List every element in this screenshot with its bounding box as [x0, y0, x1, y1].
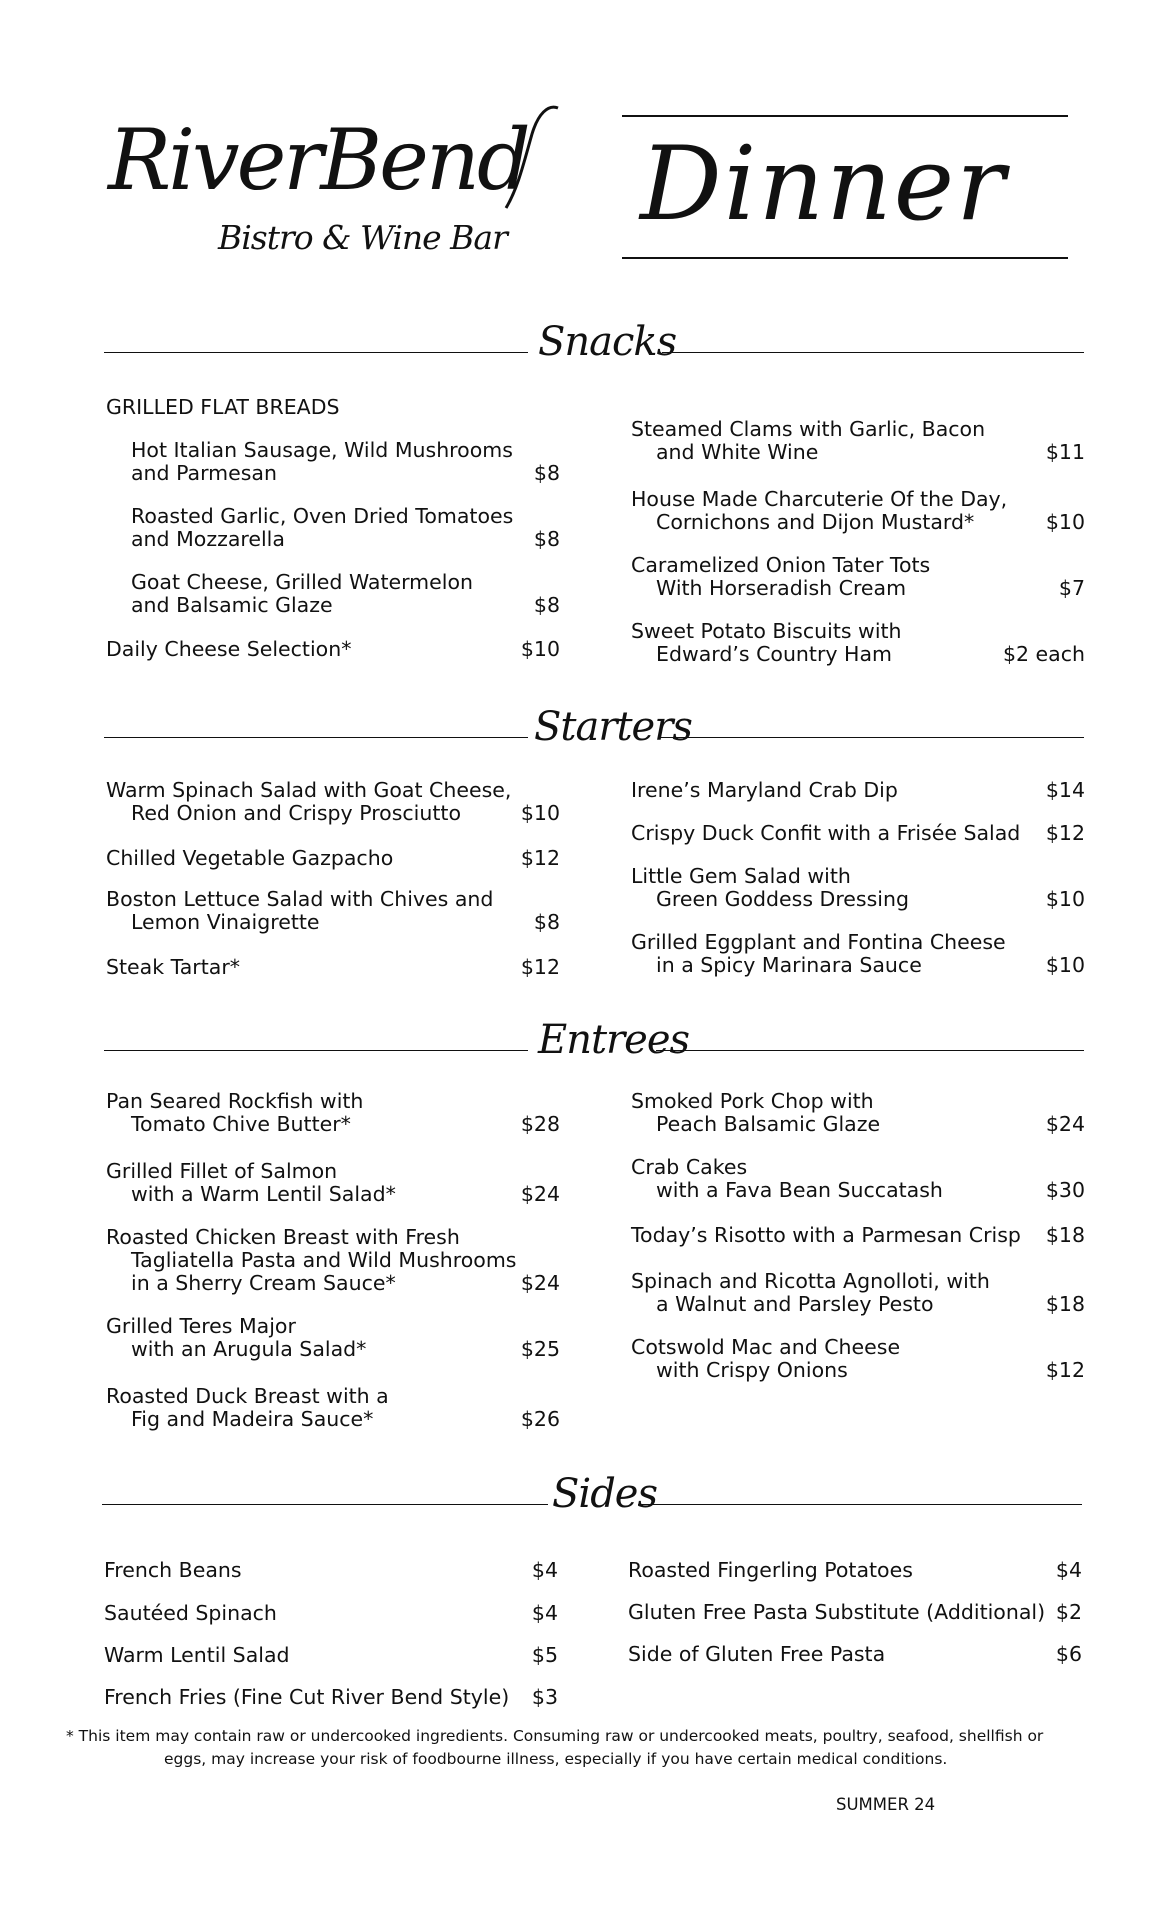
menu-item-name: Tagliatella Pasta and Wild Mushrooms — [131, 1248, 517, 1272]
menu-item — [106, 505, 560, 551]
menu-item-price: $24 — [1045, 1112, 1085, 1136]
menu-item-name: Edward’s Country Ham — [656, 642, 892, 666]
menu-item — [106, 439, 560, 485]
menu-item-price: $8 — [533, 461, 560, 485]
menu-item-name: in a Spicy Marinara Sauce — [656, 953, 922, 977]
menu-item — [631, 1224, 1085, 1247]
menu-item-name: Grilled Teres Major — [106, 1314, 296, 1338]
menu-title: Dinner — [640, 125, 1007, 244]
menu-item-price: $12 — [1045, 1358, 1085, 1382]
raw-food-disclaimer — [66, 1725, 1066, 1771]
sides-heading-text: Sides — [552, 1471, 657, 1517]
disclaimer-line: eggs, may increase your risk of foodbourne illness, especially if you have certain medical conditions. — [164, 1750, 948, 1768]
menu-item — [106, 1160, 560, 1206]
menu-item — [106, 847, 560, 870]
menu-item-price: $18 — [1045, 1292, 1085, 1316]
menu-item — [631, 620, 1085, 666]
menu-item-name: with Crispy Onions — [656, 1358, 848, 1382]
menu-item — [106, 1315, 560, 1361]
menu-item-name: Hot Italian Sausage, Wild Mushrooms — [131, 438, 513, 462]
menu-item-price: $10 — [520, 801, 560, 825]
menu-title-box — [622, 115, 1068, 259]
menu-item-name: with an Arugula Salad* — [131, 1337, 367, 1361]
menu-item-price: $11 — [1045, 440, 1085, 464]
menu-item-name: French Fries (Fine Cut River Bend Style) — [104, 1685, 510, 1709]
menu-item — [106, 1090, 560, 1136]
menu-item-price: $5 — [531, 1643, 558, 1667]
menu-item — [106, 571, 560, 617]
menu-item-name: and White Wine — [656, 440, 819, 464]
menu-item-name: and Parmesan — [131, 461, 277, 485]
menu-item — [104, 1602, 558, 1625]
heading-rule-right — [662, 352, 1084, 353]
menu-item-name: Today’s Risotto with a Parmesan Crisp — [631, 1223, 1021, 1247]
menu-item — [631, 1090, 1085, 1136]
logo-wordmark: RiverBend — [108, 111, 528, 209]
menu-item-name: Warm Lentil Salad — [104, 1643, 290, 1667]
menu-item-price: $25 — [520, 1337, 560, 1361]
menu-item-price: $7 — [1058, 576, 1085, 600]
menu-item-name: in a Sherry Cream Sauce* — [131, 1271, 396, 1295]
menu-item-name: Side of Gluten Free Pasta — [628, 1642, 886, 1666]
heading-rule-right — [660, 737, 1084, 738]
menu-item-price: $12 — [1045, 821, 1085, 845]
menu-item-name: Roasted Fingerling Potatoes — [628, 1558, 913, 1582]
menu-item-name: a Walnut and Parsley Pesto — [656, 1292, 934, 1316]
menu-item — [631, 1270, 1085, 1316]
menu-item — [631, 418, 1085, 464]
menu-item-name: Daily Cheese Selection* — [106, 637, 352, 661]
menu-item — [631, 931, 1085, 977]
menu-item-name: Boston Lettuce Salad with Chives and — [106, 887, 494, 911]
menu-item-price: $30 — [1045, 1178, 1085, 1202]
heading-rule-left — [104, 352, 528, 353]
menu-item-name: Steamed Clams with Garlic, Bacon — [631, 417, 986, 441]
menu-item — [104, 1644, 558, 1667]
menu-item-name: Roasted Chicken Breast with Fresh — [106, 1225, 460, 1249]
menu-item — [106, 1226, 560, 1295]
menu-item-price: $2 each — [1002, 642, 1085, 666]
starters-heading-text: Starters — [534, 704, 692, 750]
menu-item-name: Grilled Eggplant and Fontina Cheese — [631, 930, 1006, 954]
heading-rule-right — [638, 1504, 1082, 1505]
starters-heading — [104, 703, 1084, 763]
menu-item-name: Tomato Chive Butter* — [131, 1112, 351, 1136]
menu-item-name: Caramelized Onion Tater Tots — [631, 553, 931, 577]
logo-swash-icon — [488, 104, 568, 224]
menu-item-name: Cotswold Mac and Cheese — [631, 1335, 901, 1359]
menu-item — [106, 1385, 560, 1431]
menu-item-name: Crab Cakes — [631, 1155, 748, 1179]
menu-item — [628, 1601, 1082, 1624]
menu-item — [104, 1559, 558, 1582]
menu-item-name: Sweet Potato Biscuits with — [631, 619, 902, 643]
menu-item — [631, 1156, 1085, 1202]
menu-item-name: French Beans — [104, 1558, 242, 1582]
snacks-heading-text: Snacks — [538, 319, 677, 365]
menu-item-price: $24 — [520, 1182, 560, 1206]
menu-item — [631, 779, 1085, 802]
snacks-heading — [104, 318, 1084, 378]
restaurant-logo — [108, 111, 528, 268]
menu-item-name: Roasted Garlic, Oven Dried Tomatoes — [131, 504, 514, 528]
sides-heading — [102, 1470, 1082, 1530]
menu-item-name: and Balsamic Glaze — [131, 593, 333, 617]
disclaimer-line: * This item may contain raw or undercooked ingredients. Consuming raw or undercooked meats, poultry, seafood, shellfish or — [66, 1727, 1044, 1745]
menu-item-price: $18 — [1045, 1223, 1085, 1247]
menu-item-name: with a Warm Lentil Salad* — [131, 1182, 396, 1206]
menu-item-name: Irene’s Maryland Crab Dip — [631, 778, 898, 802]
menu-item-name: Warm Spinach Salad with Goat Cheese, — [106, 778, 512, 802]
menu-item-name: Grilled Fillet of Salmon — [106, 1159, 338, 1183]
menu-item — [631, 822, 1085, 845]
menu-item — [106, 779, 560, 825]
heading-rule-left — [104, 1050, 528, 1051]
menu-item-name: Green Goddess Dressing — [656, 887, 909, 911]
menu-item-price: $4 — [531, 1558, 558, 1582]
menu-item-price: $28 — [520, 1112, 560, 1136]
menu-item — [104, 1686, 558, 1709]
entrees-heading-text: Entrees — [538, 1017, 690, 1063]
menu-item-price: $10 — [1045, 887, 1085, 911]
entrees-heading — [104, 1016, 1084, 1076]
menu-item-price: $8 — [533, 593, 560, 617]
menu-item-name: Smoked Pork Chop with — [631, 1089, 874, 1113]
heading-rule-left — [102, 1504, 548, 1505]
menu-item — [106, 956, 560, 979]
menu-item — [631, 865, 1085, 911]
menu-item-name: Fig and Madeira Sauce* — [131, 1407, 374, 1431]
menu-item-price: $10 — [1045, 953, 1085, 977]
menu-item-name: and Mozzarella — [131, 527, 285, 551]
menu-item-name: Chilled Vegetable Gazpacho — [106, 846, 394, 870]
menu-item — [106, 638, 560, 661]
menu-item-name: Roasted Duck Breast with a — [106, 1384, 389, 1408]
menu-item-price: $2 — [1055, 1600, 1082, 1624]
heading-rule-left — [104, 737, 528, 738]
menu-item-price: $3 — [531, 1685, 558, 1709]
menu-season-label: SUMMER 24 — [836, 1795, 936, 1814]
menu-item-name: Steak Tartar* — [106, 955, 241, 979]
menu-item-name: Gluten Free Pasta Substitute (Additional) — [628, 1600, 1046, 1624]
menu-item — [628, 1643, 1082, 1666]
logo-subtitle: Bistro & Wine Bar — [218, 218, 507, 257]
menu-item-price: $14 — [1045, 778, 1085, 802]
menu-item-name: Peach Balsamic Glaze — [656, 1112, 881, 1136]
menu-item-name: Goat Cheese, Grilled Watermelon — [131, 570, 473, 594]
menu-item-price: $8 — [533, 910, 560, 934]
menu-item-price: $26 — [520, 1407, 560, 1431]
menu-item-name: with a Fava Bean Succatash — [656, 1178, 943, 1202]
menu-item-price: $12 — [520, 846, 560, 870]
menu-item — [631, 488, 1085, 534]
menu-item-price: $6 — [1055, 1642, 1082, 1666]
menu-item — [628, 1559, 1082, 1582]
heading-rule-right — [656, 1050, 1084, 1051]
menu-item-price: $10 — [1045, 510, 1085, 534]
menu-item — [631, 554, 1085, 600]
menu-item-name: Crispy Duck Confit with a Frisée Salad — [631, 821, 1021, 845]
menu-item-price: $10 — [520, 637, 560, 661]
menu-item — [631, 1336, 1085, 1382]
menu-item-price: $12 — [520, 955, 560, 979]
menu-item-name: Little Gem Salad with — [631, 864, 851, 888]
menu-item-price: $8 — [533, 527, 560, 551]
menu-item-name: With Horseradish Cream — [656, 576, 907, 600]
menu-item — [106, 888, 560, 934]
menu-item-name: Sautéed Spinach — [104, 1601, 277, 1625]
menu-item-name: Red Onion and Crispy Prosciutto — [131, 801, 461, 825]
flat-breads-group-title: GRILLED FLAT BREADS — [106, 395, 340, 419]
menu-item-name: Pan Seared Rockfish with — [106, 1089, 364, 1113]
menu-item-name: Cornichons and Dijon Mustard* — [656, 510, 975, 534]
menu-item-name: Lemon Vinaigrette — [131, 910, 320, 934]
menu-item-name: House Made Charcuterie Of the Day, — [631, 487, 1008, 511]
menu-item-price: $4 — [1055, 1558, 1082, 1582]
menu-item-price: $4 — [531, 1601, 558, 1625]
menu-item-name: Spinach and Ricotta Agnolloti, with — [631, 1269, 990, 1293]
menu-item-price: $24 — [520, 1271, 560, 1295]
